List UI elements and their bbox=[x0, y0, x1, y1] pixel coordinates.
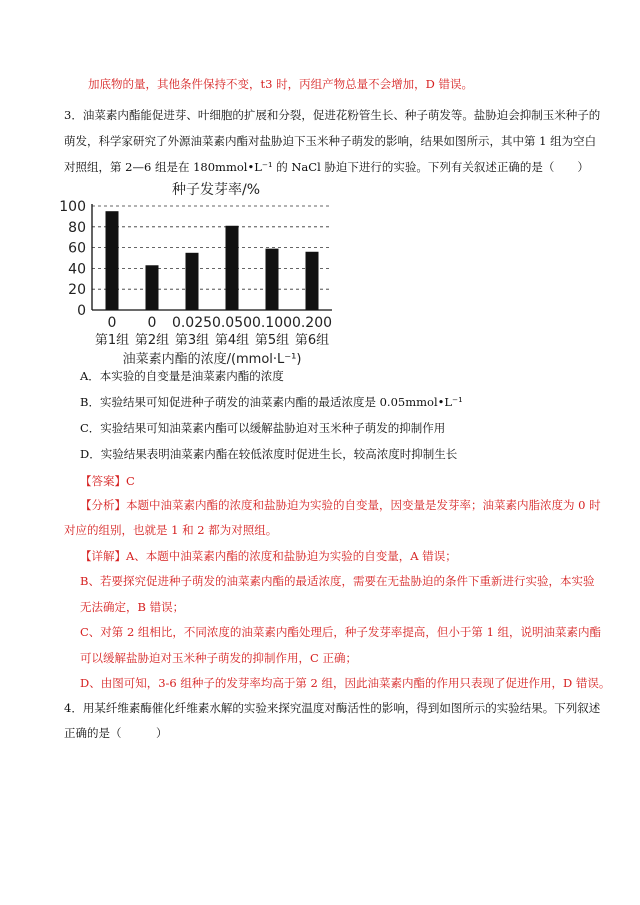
analysis-line-2: 对应的组别，也就是 1 和 2 都为对照组。 bbox=[64, 523, 278, 537]
question-3-line-2: 萌发，科学家研究了外源油菜素内酯对盐胁迫下玉米种子萌发的影响，结果如图所示，其中第 1 组为空白 bbox=[64, 134, 597, 148]
x-tick-group: 第5组 bbox=[254, 333, 290, 348]
bar bbox=[306, 252, 319, 310]
x-tick-group: 第3组 bbox=[174, 333, 210, 348]
bar bbox=[266, 249, 279, 310]
option-d: D．实验结果表明油菜素内酯在较低浓度时促进生长，较高浓度时抑制生长 bbox=[80, 447, 458, 461]
x-tick-concentration: 0.025 bbox=[171, 315, 213, 331]
x-tick-concentration: 0.100 bbox=[251, 315, 293, 331]
question-3-line-3: 对照组，第 2—6 组是在 180mmol•L⁻¹ 的 NaCl 胁迫下进行的实验。下列有关叙述正确的是（ ） bbox=[64, 160, 589, 174]
x-tick-group: 第6组 bbox=[294, 333, 330, 348]
detail-line-4: C、对第 2 组相比，不同浓度的油菜素内酯处理后，种子发芽率提高，但小于第 1 组，说明油菜素内酯 bbox=[80, 625, 602, 639]
bar bbox=[226, 226, 239, 310]
y-tick-label: 20 bbox=[68, 282, 86, 299]
x-tick-group: 第1组 bbox=[94, 333, 130, 348]
answer-line: 【答案】C bbox=[80, 474, 135, 488]
bar-chart bbox=[60, 178, 360, 368]
option-b: B．实验结果可知促进种子萌发的油菜素内酯的最适浓度是 0.05mmol•L⁻¹ bbox=[80, 395, 463, 409]
x-tick-concentration: 0.050 bbox=[211, 315, 253, 331]
bar bbox=[106, 211, 119, 310]
y-tick-label: 100 bbox=[60, 199, 86, 215]
text-line: 加底物的量，其他条件保持不变，t3 时，丙组产物总量不会增加，D 错误。 bbox=[88, 77, 473, 91]
question-4-line-2: 正确的是（ ） bbox=[64, 726, 168, 740]
detail-line-3: 无法确定，B 错误； bbox=[80, 600, 185, 614]
option-c: C．实验结果可知油菜素内酯可以缓解盐胁迫对玉米种子萌发的抑制作用 bbox=[80, 421, 446, 435]
x-tick-group: 第4组 bbox=[214, 333, 250, 348]
detail-line-2: B、若要探究促进种子萌发的油菜素内酯的最适浓度，需要在无盐胁迫的条件下重新进行实验，本实验 bbox=[80, 574, 595, 588]
option-a: A．本实验的自变量是油菜素内酯的浓度 bbox=[80, 369, 284, 383]
detail-line-1: 【详解】A、本题中油菜素内酯的浓度和盐胁迫为实验的自变量，A 错误； bbox=[80, 549, 457, 563]
x-tick-group: 第2组 bbox=[134, 333, 170, 348]
detail-line-6: D、由图可知，3-6 组种子的发芽率均高于第 2 组，因此油菜素内酯的作用只表现了促进作用，D 错误。 bbox=[80, 676, 611, 690]
question-3-line-1: 3．油菜素内酯能促进芽、叶细胞的扩展和分裂，促进花粉管生长、种子萌发等。盐胁迫会抑制玉米种子的 bbox=[64, 108, 601, 122]
x-tick-concentration: 0 bbox=[147, 315, 157, 331]
bar bbox=[146, 265, 159, 310]
y-tick-label: 0 bbox=[77, 303, 86, 319]
x-axis-label: 油菜素内酯的浓度/(mmol·L⁻¹) bbox=[122, 352, 302, 367]
analysis-line-1: 【分析】本题中油菜素内酯的浓度和盐胁迫为实验的自变量，因变量是发芽率；油菜素内脂浓度为 0 时 bbox=[80, 498, 601, 512]
y-tick-label: 80 bbox=[68, 219, 86, 236]
x-tick-concentration: 0 bbox=[107, 315, 117, 331]
y-tick-label: 60 bbox=[68, 240, 86, 257]
bar bbox=[186, 253, 199, 310]
detail-line-5: 可以缓解盐胁迫对玉米种子萌发的抑制作用，C 正确； bbox=[80, 651, 357, 665]
y-tick-label: 40 bbox=[68, 261, 86, 278]
question-4-line-1: 4．用某纤维素酶催化纤维素水解的实验来探究温度对酶活性的影响，得到如图所示的实验结果。下列叙述 bbox=[64, 701, 601, 715]
chart-svg bbox=[60, 178, 360, 368]
x-tick-concentration: 0.200 bbox=[291, 315, 333, 331]
chart-title: 种子发芽率/% bbox=[172, 182, 261, 198]
